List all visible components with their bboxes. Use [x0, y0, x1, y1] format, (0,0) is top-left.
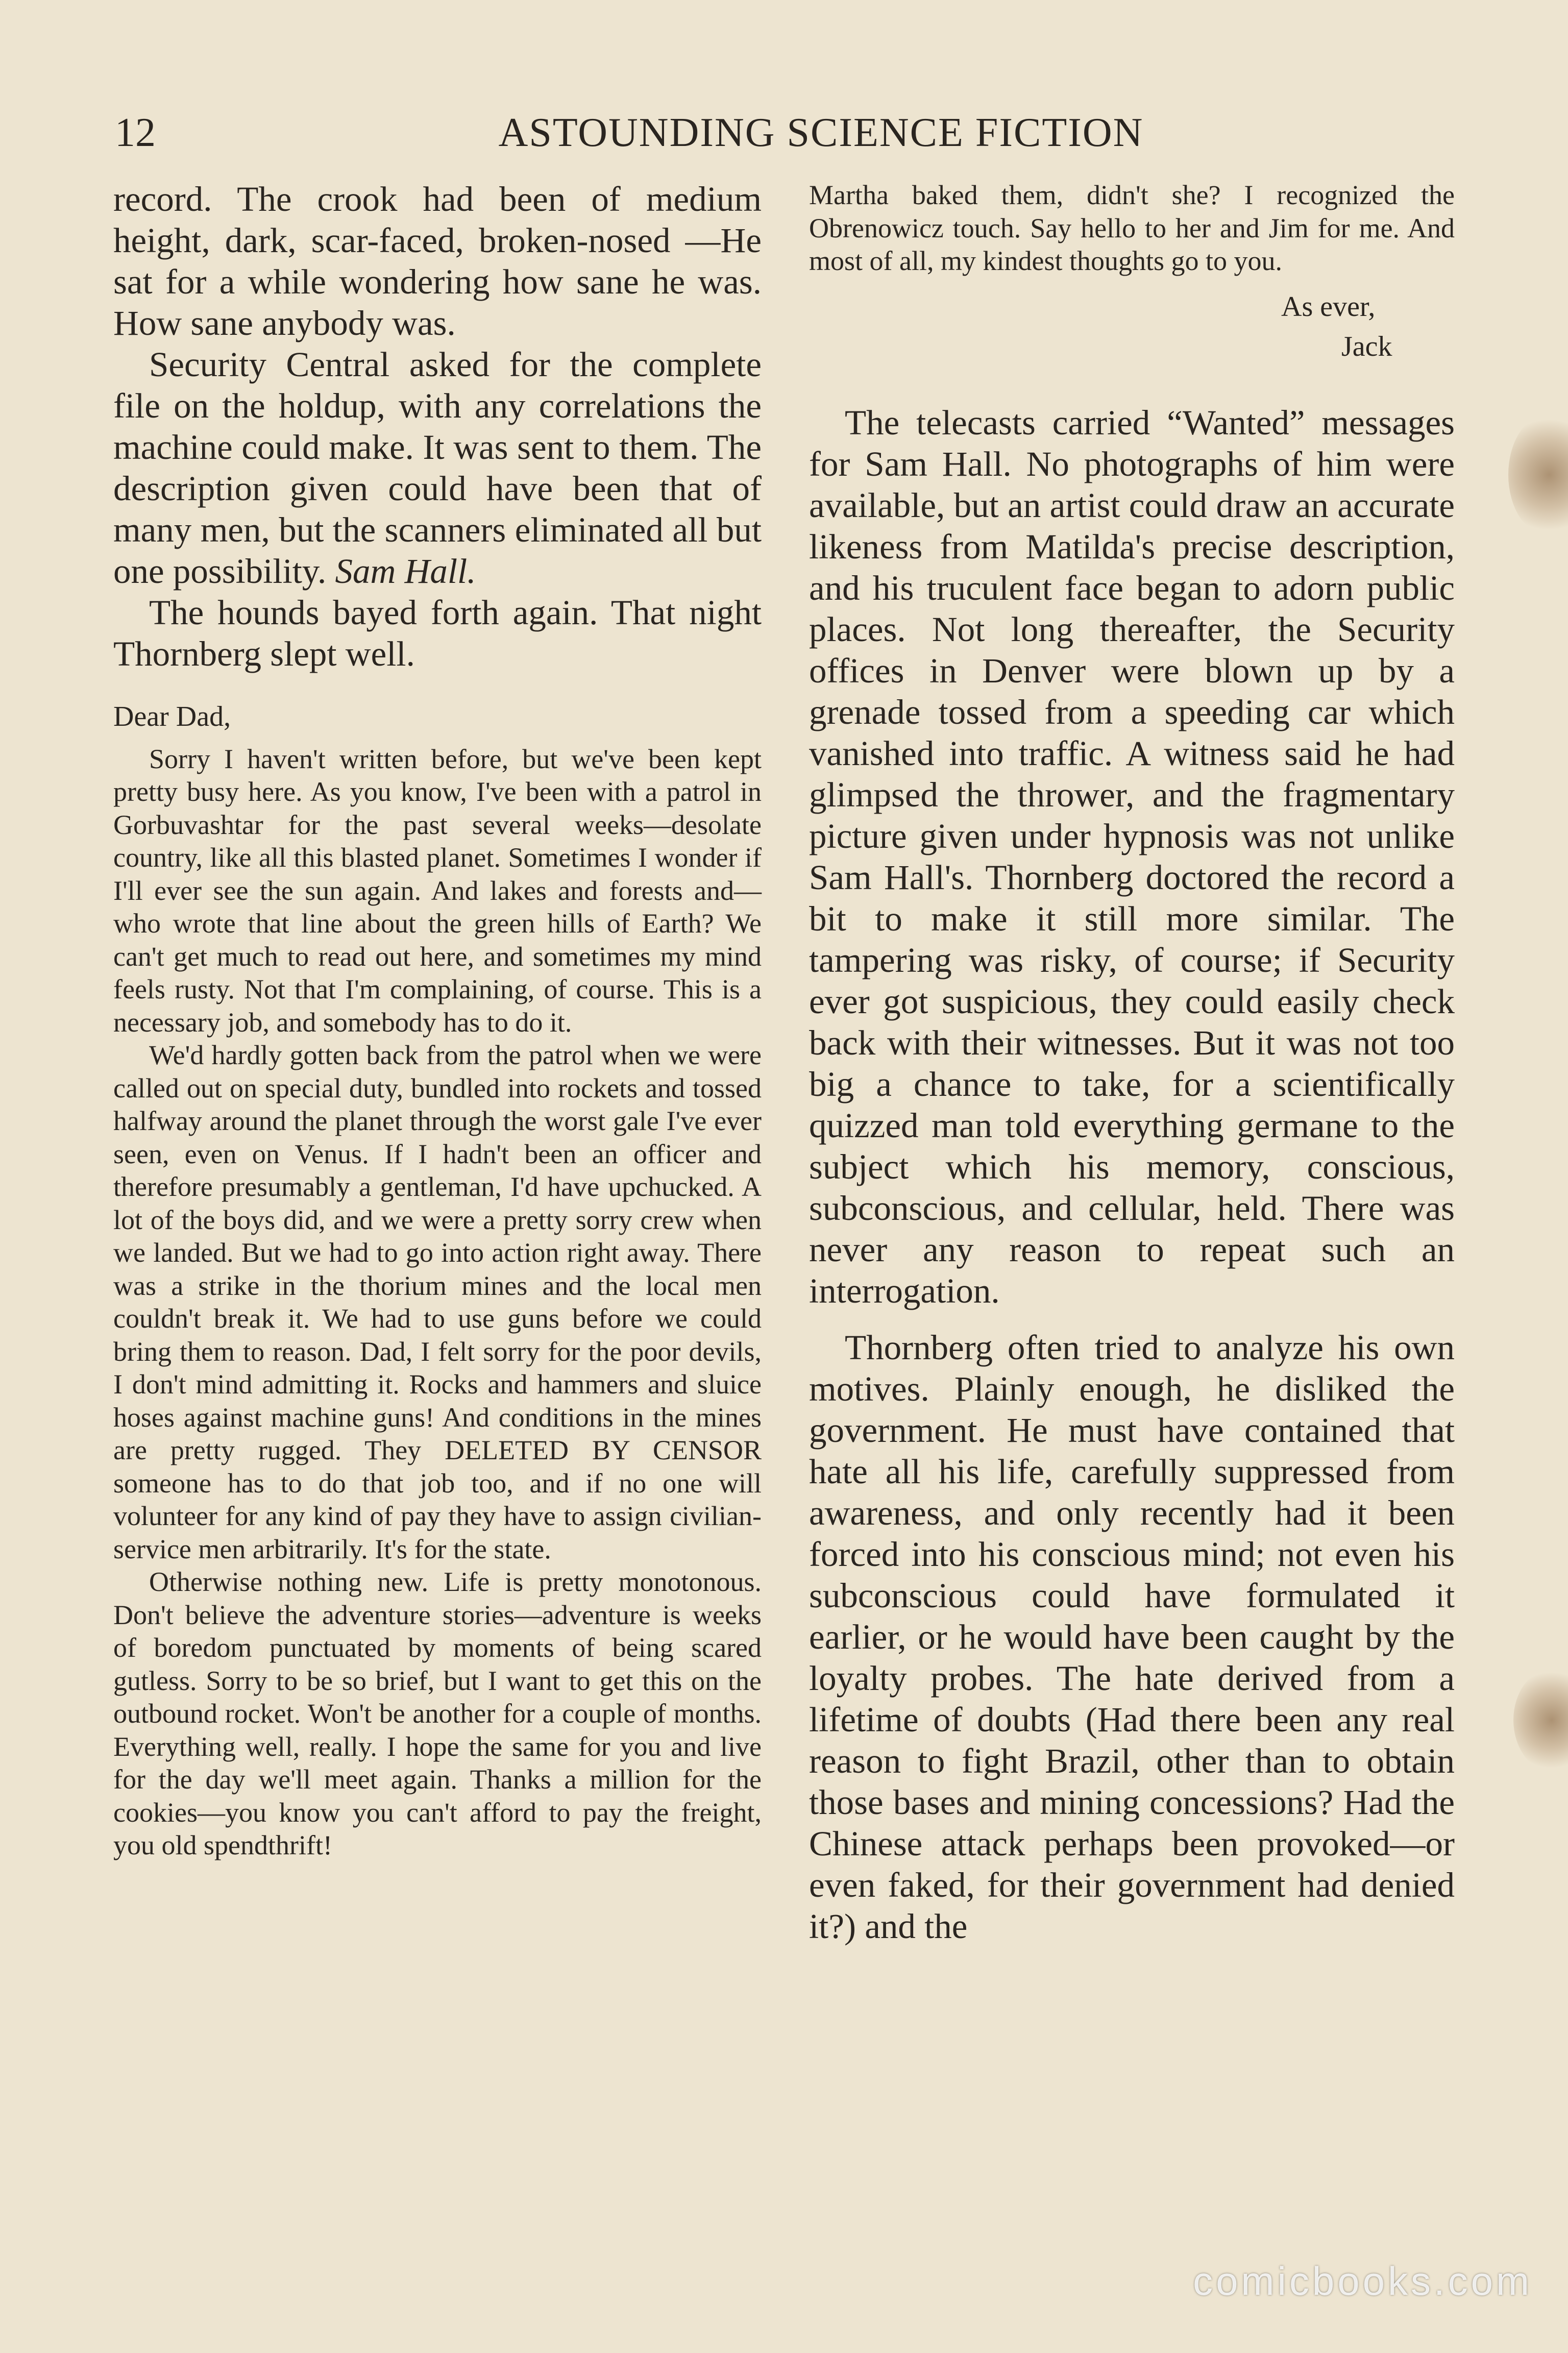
left-column	[113, 179, 762, 1862]
emphasis-name: Sam Hall.	[335, 552, 476, 591]
letter-paragraph: We'd hardly gotten back from the patrol when we were called out on special duty, bundled into rockets and tossed halfway around the planet through the worst gale I've ever seen, even on Venus. If I hadn't been an officer and therefore presumably a gentleman, I'd have upchucked. A lot of the boys did, and we were a pretty sorry crew when we landed. But we had to go into action right away. There was a strike in the thorium mines and the local men couldn't break it. We had to use guns before we could bring them to reason. Dad, I felt sorry for the poor devils, I don't mind admitting it. Rocks and hammers and sluice hoses against machine guns! And conditions in the mines are pretty rugged. They DELETED BY CENSOR someone has to do that job too, and if no one will volunteer for any kind of pay they have to assign civilian-service men arbitrarily. It's for the state.	[113, 1040, 762, 1564]
page-number: 12	[115, 110, 156, 155]
body-paragraph: The hounds bayed forth again. That night Thornberg slept well.	[113, 593, 762, 673]
letter-closing: As ever,	[1281, 290, 1376, 323]
body-paragraph: record. The crook had been of medium height, dark, scar-faced, broken-nosed —He sat for a while wondering how sane he was. How sane anybody was.	[113, 180, 762, 342]
right-column	[809, 179, 1455, 1947]
letter-signature: Jack	[1341, 330, 1392, 362]
letter	[113, 700, 762, 1862]
page-stain	[1513, 1669, 1568, 1771]
letter-signoff	[809, 287, 1455, 366]
page-stain	[1508, 413, 1568, 536]
letter-continued	[809, 179, 1455, 366]
body-paragraph: The telecasts carried “Wanted” messages for Sam Hall. No photographs of him were available, but an artist could draw an accurate likeness from Matilda's precise description, and his truculent face began to adorn public places. Not long thereafter, the Security offices in Denver were blown up by a grenade tossed from a speeding car which vanished into traffic. A witness said he had glimpsed the thrower, and the fragmentary picture given under hypnosis was not unlike Sam Hall's. Thornberg doctored the record a bit to make it still more similar. The tampering was risky, of course; if Security ever got suspicious, they could easily check back with their witnesses. But it was not too big a chance to take, for a scientifically quizzed man told everything germane to the subject which his memory, conscious, subconscious, and cellular, held. There was never any reason to repeat such an interrogation.	[809, 403, 1455, 1310]
body-paragraph: Security Central asked for the complete file on the holdup, with any correlations the machine could make. It was sent to them. The description given could have been that of many men, but the scanners eliminated all but one possibility. Sam Hall.	[113, 345, 762, 591]
letter-paragraph: Martha baked them, didn't she? I recognized the Obrenowicz touch. Say hello to her and Jim for me. And most of all, my kindest thoughts go to you.	[809, 180, 1455, 276]
letter-paragraph: Sorry I haven't written before, but we've been kept pretty busy here. As you know, I've been with a patrol in Gorbuvashtar for the past several weeks—desolate country, like all this blasted planet. Sometimes I wonder if I'll ever see the sun again. And lakes and forests and—who wrote that line about the green hills of Earth? We can't get much to read out here, and sometimes my mind feels rusty. Not that I'm complaining, of course. This is a necessary job, and somebody has to do it.	[113, 743, 762, 1038]
letter-salutation: Dear Dad,	[113, 701, 231, 732]
watermark: comicbooks.com	[1193, 2259, 1532, 2303]
letter-paragraph: Otherwise nothing new. Life is pretty monotonous. Don't believe the adventure stories—adventure is weeks of boredom punctuated by moments of being scared gutless. Sorry to be so brief, but I want to get this on the outbound rocket. Won't be another for a couple of months. Everything well, really. I hope the same for you and live for the day we'll meet again. Thanks a million for the cookies—you know you can't afford to pay the freight, you old spendthrift!	[113, 1566, 762, 1860]
running-header	[115, 105, 1466, 161]
body-paragraph: Thornberg often tried to analyze his own motives. Plainly enough, he disliked the government. He must have contained that hate all his life, carefully suppressed from awareness, and only recently had it been forced into his conscious mind; not even his subconscious could have formulated it earlier, or he would have been caught by the loyalty probes. The hate derived from a lifetime of doubts (Had there been any real reason to fight Brazil, other than to obtain those bases and mining concessions? Had the Chinese attack perhaps been provoked—or even faked, for their government had denied it?) and the	[809, 1328, 1455, 1946]
magazine-title: ASTOUNDING SCIENCE FICTION	[498, 110, 1144, 155]
